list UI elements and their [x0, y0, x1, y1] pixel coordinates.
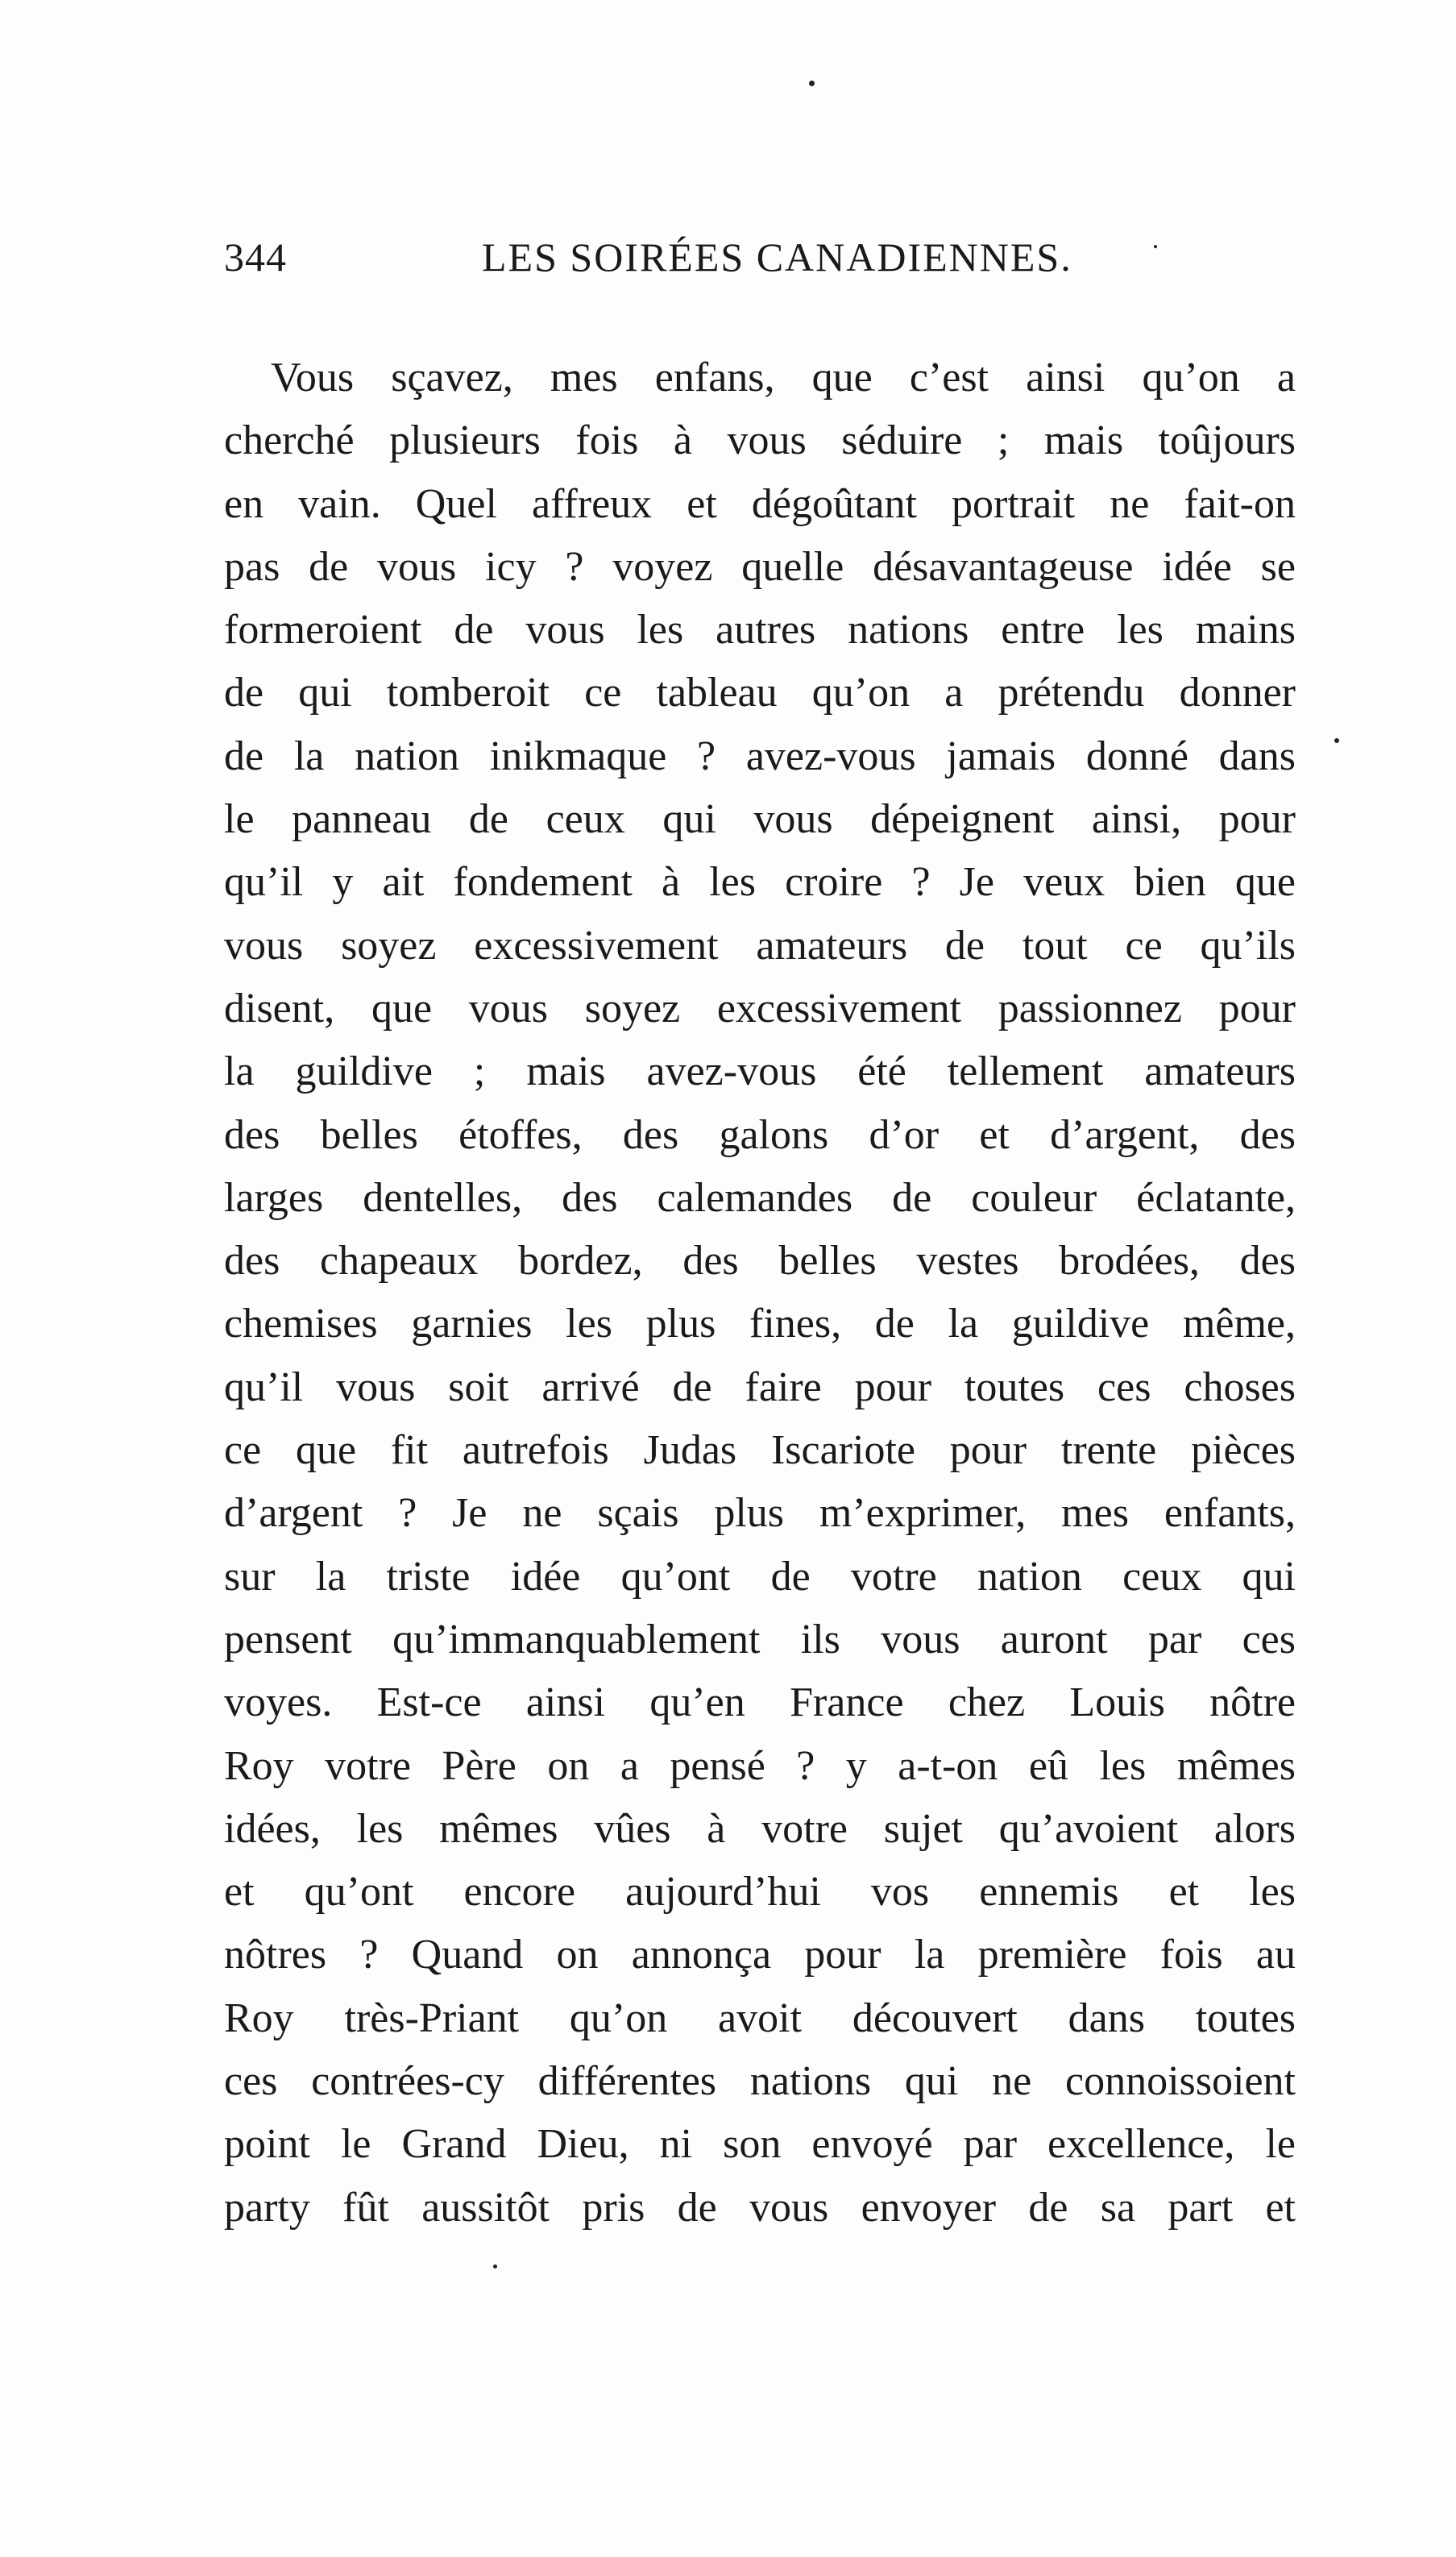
text-line: chemises garnies les plus fines, de la guildive même,	[224, 1301, 1296, 1347]
text-line: la guildive ; mais avez-vous été tellement amateurs	[224, 1048, 1296, 1095]
text-line: et qu’ont encore aujourd’hui vos ennemis et les	[224, 1869, 1296, 1916]
text-line: qu’il vous soit arrivé de faire pour toutes ces choses	[224, 1364, 1296, 1410]
text-line: vous soyez excessivement amateurs de tout ce qu’ils	[224, 922, 1296, 969]
text-line: idées, les mêmes vûes à votre sujet qu’avoient alors	[224, 1805, 1296, 1852]
ink-speck	[809, 81, 815, 86]
text-line: pensent qu’immanquablement ils vous auront par ces	[224, 1616, 1296, 1662]
text-line: des belles étoffes, des galons d’or et d’argent, des	[224, 1111, 1296, 1158]
text-line: Vous sçavez, mes enfans, que c’est ainsi qu’on a	[271, 355, 1296, 401]
text-line: ces contrées-cy différentes nations qui ne connoissoient	[224, 2058, 1296, 2105]
text-line: cherché plusieurs fois à vous séduire ; mais toûjours	[224, 417, 1296, 464]
body-text	[224, 347, 1296, 2239]
text-line: en vain. Quel affreux et dégoûtant portrait ne fait-on	[224, 480, 1296, 527]
text-line: party fût aussitôt pris de vous envoyer de sa part et	[224, 2184, 1296, 2231]
text-line: disent, que vous soyez excessivement passionnez pour	[224, 985, 1296, 1032]
ink-speck	[493, 2264, 497, 2269]
text-line: d’argent ? Je ne sçais plus m’exprimer, mes enfants,	[224, 1490, 1296, 1537]
text-line: larges dentelles, des calemandes de couleur éclatante,	[224, 1174, 1296, 1221]
text-line: qu’il y ait fondement à les croire ? Je veux bien que	[224, 859, 1296, 906]
text-line: pas de vous icy ? voyez quelle désavantageuse idée se	[224, 543, 1296, 590]
text-line: ce que fit autrefois Judas Iscariote pour trente pièces	[224, 1427, 1296, 1474]
ink-speck	[1334, 738, 1339, 743]
text-line: de qui tomberoit ce tableau qu’on a prétendu donner	[224, 670, 1296, 716]
text-line: Roy très-Priant qu’on avoit découvert dans toutes	[224, 1995, 1296, 2041]
text-line: de la nation inikmaque ? avez-vous jamais donné dans	[224, 733, 1296, 779]
text-line: point le Grand Dieu, ni son envoyé par excellence, le	[224, 2121, 1296, 2168]
running-title: LES SOIRÉES CANADIENNES.	[482, 235, 1072, 280]
text-line: des chapeaux bordez, des belles vestes brodées, des	[224, 1238, 1296, 1285]
running-header	[224, 234, 1296, 290]
text-line: voyes. Est-ce ainsi qu’en France chez Louis nôtre	[224, 1679, 1296, 1726]
text-line: nôtres ? Quand on annonça pour la première fois au	[224, 1932, 1296, 1978]
text-line: formeroient de vous les autres nations entre les mains	[224, 607, 1296, 654]
text-line: le panneau de ceux qui vous dépeignent ainsi, pour	[224, 796, 1296, 843]
page-number: 344	[224, 235, 287, 280]
text-line: sur la triste idée qu’ont de votre nation ceux qui	[224, 1553, 1296, 1600]
text-line: Roy votre Père on a pensé ? y a-t-on eû les mêmes	[224, 1742, 1296, 1789]
